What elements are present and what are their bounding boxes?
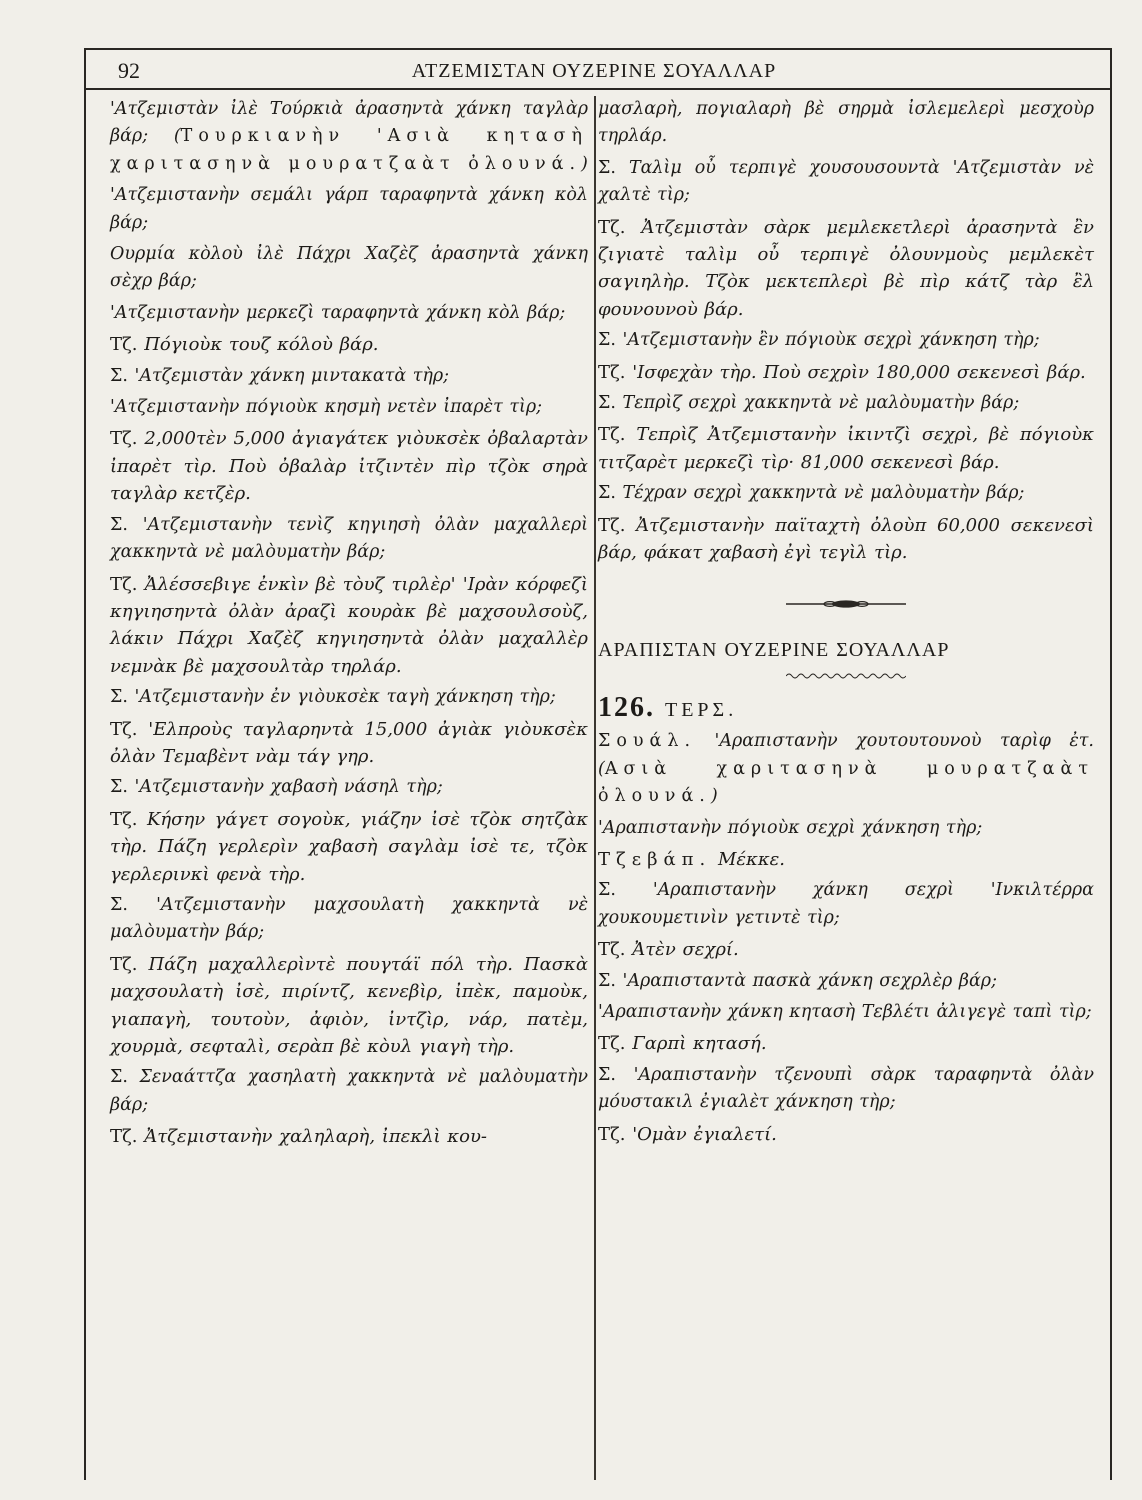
answer: Τζ. 'Ισφεχὰν τὴρ. Ποὺ σεχρὶν 180,000 σεκενεσὶ βάρ. [598, 361, 1086, 383]
wavy-line-icon [786, 672, 906, 680]
paragraph: 'Ατζεμιστὰν ἰλὲ Τούρκιὰ ἀρασηντὰ χάνκη ταγλὰρ βάρ; (Τουρκιανὴν 'Ασιὰ κητασὴ χαριτασηνὰ μουρατζαὰτ ὀλουνά.) [110, 99, 588, 174]
answer: Τζ. Κήσην γάγετ σογοὺκ, γιάζην ἰσὲ τζὸκ σητζὰκ τὴρ. Πάζη γερλερὶν χαβασὴ σαγλὰμ ἰσὲ τε, τζὸκ γερλερινκὶ φενὰ τὴρ. [110, 808, 588, 885]
spaced-reference: Ασιὰ χαριτασηνὰ μουρατζαὰτ ὀλουνά. [598, 758, 1094, 807]
spaced-reference: Τουρκιανὴν 'Ασιὰ κητασὴ χαριτασηνὰ μουρατζαὰτ ὀλουνά. [110, 126, 588, 174]
answer: Τζ. Γαρπὶ κητασή. [598, 1033, 767, 1055]
question: Σ. 'Αραπισταντὰ πασκὰ χάνκη σεχρλὲρ βάρ; [598, 970, 997, 991]
column-divider [594, 96, 596, 1480]
answer: Τζεβάπ. Μέκκε. [598, 848, 786, 870]
question: Σ. Σεναάττζα χασηλατὴ χακκηντὰ νὲ μαλὸυματὴν βάρ; [110, 1067, 588, 1115]
question: Σ. 'Ατζεμιστανὴν χαβασὴ νάσηλ τὴρ; [110, 777, 443, 798]
answer: Τζ. Ἀτζεμιστὰν σὰρκ μεμλεκετλερὶ ἀρασηντὰ ἒν ζιγιατὲ ταλὶμ οὖ τερπιγὲ ὀλουνμοὺς μεμλεκὲτ σαγιηλὴρ. Τζὸκ μεκτεπλερὶ βὲ πὶρ κάτζ τὰρ ἒλ φουνουνοὺ βάρ. [598, 216, 1094, 320]
paragraph: 'Ατζεμιστανὴν μερκεζὶ ταραφηντὰ χάνκη κὸλ βάρ; [110, 302, 566, 323]
question: Σ. Ταλὶμ οὖ τερπιγὲ χουσουσουντὰ 'Ατζεμιστὰν νὲ χαλτὲ τὶρ; [598, 157, 1094, 206]
header-rule [84, 88, 1110, 90]
section-title: ΑΡΑΠΙΣΤΑΝ ΟΥΖΕΡΙΝΕ ΣΟΥΑΛΛΑΡ [598, 638, 950, 661]
answer: Τζ. Τεπρὶζ Ἀτζεμιστανὴν ἰκιντζὶ σεχρὶ, βὲ πόγιοὺκ τιτζαρὲτ μερκεζὶ τὶρ· 81,000 σεκενεσὶ βάρ. [598, 424, 1094, 473]
right-column [598, 96, 1094, 1152]
ornament-divider [598, 599, 1094, 609]
question: Σ. 'Αραπιστανὴν τζενουπὶ σὰρκ ταραφηντὰ ὀλὰν μόυστακιλ ἐγιαλὲτ χάνκηση τὴρ; [598, 1064, 1094, 1113]
running-title: ΑΤΖΕΜΙΣΤΑΝ ΟΥΖΕΡΙΝΕ ΣΟΥΑΛΛΑΡ [411, 60, 777, 82]
page-number: 92 [118, 58, 140, 83]
ornament-rule-icon [786, 599, 906, 609]
answer: Τζ. 'Ελπροὺς ταγλαρηντὰ 15,000 ἀγιὰκ γιὸυκσὲκ ὀλὰν Τεμαβὲντ νὰμ τάγ γηρ. [110, 718, 588, 767]
question: Σ. 'Αραπιστανὴν χάνκη σεχρὶ 'Ινκιλτέρρα χουκουμετινὶν γετιντὲ τὶρ; [598, 880, 1094, 928]
answer: Τζ. Πόγιοὺκ τουζ κόλοὺ βάρ. [110, 334, 379, 356]
left-column [110, 96, 588, 1155]
answer: Τζ. 'Ομὰν ἐγιαλετί. [598, 1123, 777, 1145]
question: Σ. Τέχραν σεχρὶ χακκηντὰ νὲ μαλὸυματὴν βάρ; [598, 483, 1025, 504]
question: Σ. Τεπρὶζ σεχρὶ χακκηντὰ νὲ μαλὸυματὴν βάρ; [598, 393, 1020, 414]
question: Σ. 'Ατζεμιστανὴν μαχσουλατὴ χακκηντὰ νὲ μαλὸυματὴν βάρ; [110, 894, 588, 943]
question: Σουάλ. 'Αραπιστανὴν χουτουτουνοὺ ταρὶφ ἐτ. (Ασιὰ χαριτασηνὰ μουρατζαὰτ ὀλουνά.) [598, 731, 1094, 807]
question: Σ. 'Ατζεμιστανὴν ἐν γιὸυκσὲκ ταγὴ χάνκηση τὴρ; [110, 687, 556, 708]
paragraph: 'Ατζεμιστανὴν σεμάλι γάρπ ταραφηντὰ χάνκη κὸλ βάρ; [110, 185, 588, 233]
paragraph: Ουρμία κὸλοὺ ἰλὲ Πάχρι Χαζὲζ ἀρασηντὰ χάνκη σὲχρ βάρ; [110, 244, 588, 292]
answer: Τζ. Ἀτζεμιστανὴν παϊταχτὴ ὀλοὺπ 60,000 σεκενεσὶ βάρ, φάκατ χαβασὴ ἐγὶ τεγὶλ τὶρ. [598, 514, 1094, 564]
answer: Τζ. 2,000τὲν 5,000 ἀγιαγάτεκ γιὸυκσὲκ ὀβαλαρτὰν ἰπαρὲτ τὶρ. Ποὺ ὀβαλὰρ ἰτζιντὲν πὶρ τζὸκ σηρὰ ταγλὰρ κετζὲρ. [110, 428, 588, 505]
question: Σ. 'Ατζεμιστανὴν τενὶζ κηγιησὴ ὀλὰν μαχαλλερὶ χακκηντὰ νὲ μαλὸυματὴν βάρ; [110, 514, 588, 563]
question: Σ. 'Ατζεμιστανὴν ἒν πόγιοὺκ σεχρὶ χάνκηση τὴρ; [598, 330, 1040, 351]
answer: Τζ. Ἀτὲν σεχρί. [598, 939, 739, 961]
question: Σ. 'Ατζεμιστὰν χάνκη μιντακατὰ τὴρ; [110, 365, 450, 386]
paragraph: 'Ατζεμιστανὴν πόγιοὺκ κησμὴ νετὲν ἰπαρὲτ τὶρ; [110, 397, 543, 418]
wavy-rule [598, 672, 1094, 680]
paragraph: μασλαρὴ, πογιαλαρὴ βὲ σηρμὰ ἰσλεμελερὶ μεσχοὺρ τηρλάρ. [598, 99, 1094, 147]
answer: Τζ. Ἀτζεμιστανὴν χαληλαρὴ, ἰπεκλὶ κου- [110, 1126, 487, 1148]
lesson-heading: 126. ΤΕΡΣ. [598, 691, 738, 723]
paragraph: 'Αραπιστανὴν πόγιοὺκ σεχρὶ χάνκηση τὴρ; [598, 817, 983, 838]
answer: Τζ. Ἀλέσσεβιγε ἐνκὶν βὲ τὸυζ τιρλὲρ' 'Ιρὰν κόρφεζὶ κηγιησηντὰ ὀλὰν ἀραζὶ κουρὰκ βὲ μαχσουλσοὺζ, λάκιν Πάχρι Χαζὲζ κηγιησηντὰ ὀλὰν μαχαλλὲρ νεμνὰκ βὲ μαχσουλτὰρ τηρλάρ. [110, 573, 588, 677]
paragraph: 'Αραπιστανὴν χάνκη κητασὴ Τεβλέτι ἀλιγεγὲ ταπὶ τὶρ; [598, 1001, 1092, 1022]
answer: Τζ. Πάζη μαχαλλερὶντὲ πουγτάϊ πόλ τὴρ. Πασκὰ μαχσουλατὴ ἰσὲ, πιρίντζ, κενεβὶρ, ἰπὲκ, παμοὺκ, γιαπαγὴ, τουτοὺν, ἀφιὸν, ἰντζὶρ, νάρ, πατὲμ, χουρμὰ, σεφταλὶ, σερὰπ βὲ κὸυλ γιαγὴ τὴρ. [110, 953, 588, 1057]
